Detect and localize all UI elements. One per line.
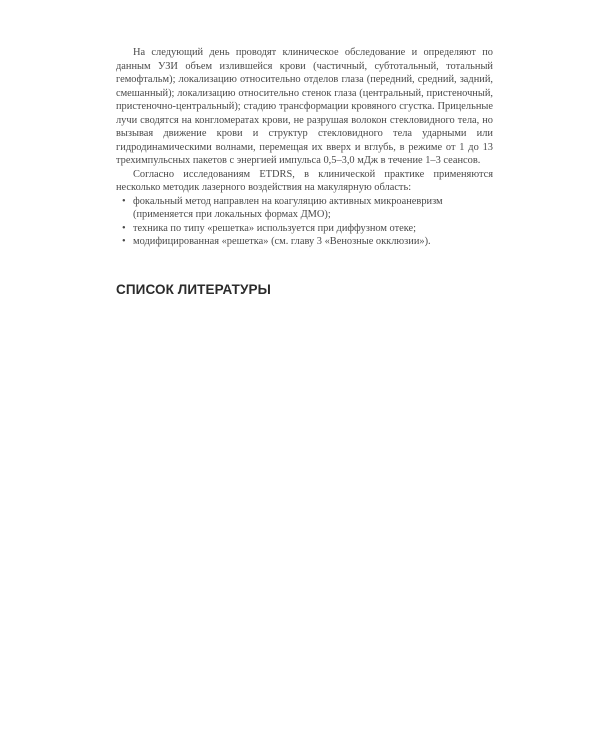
paragraph-etdrs-methods: Согласно исследованиям ETDRS, в клинической практике применяются несколько методик лазерного воздействия на макулярную область:: [116, 168, 493, 193]
bullet-marker: •: [122, 222, 126, 234]
methods-list: [116, 195, 493, 249]
list-item: [116, 222, 493, 236]
paragraph-treatment-procedure: На следующий день проводят клиническое обследование и определяют по данным УЗИ объем излившейся крови (частичный, субтотальный, тотальный гемофтальм); локализацию относительно отделов глаза (передний, средний, задний, смешанный); локализацию относительно стенок глаза (центральный, пристеночный, пристеночно-центральный); стадию трансформации кровяного сгустка. Прицельные лучи сводятся на конгломератах крови, не разрушая волокон стекловидного тела, но вызывая движение крови и структур стекловидного тела ударными или гидродинамическими волнами, перемещая их вверх и вглубь, в режиме от 1 до 13 трехимпульсных пакетов с энергией импульса 0,5–3,0 мДж в течение 1–3 сеансов.: [116, 47, 493, 166]
references-heading: СПИСОК ЛИТЕРАТУРЫ: [116, 282, 271, 297]
bullet-marker: •: [122, 236, 126, 247]
bullet-marker: •: [122, 195, 126, 207]
body-text: [116, 46, 493, 249]
list-item: [116, 195, 493, 222]
list-item-text: техника по типу «решетка» используется при диффузном отеке;: [133, 222, 417, 234]
list-item: [116, 235, 493, 249]
list-item-text: фокальный метод направлен на коагуляцию активных микроаневризм (применяется при локальных формах ДМО);: [133, 195, 443, 220]
list-item-text: модифицированная «решетка» (см. главу 3 «Венозные окклюзии»).: [133, 236, 431, 247]
